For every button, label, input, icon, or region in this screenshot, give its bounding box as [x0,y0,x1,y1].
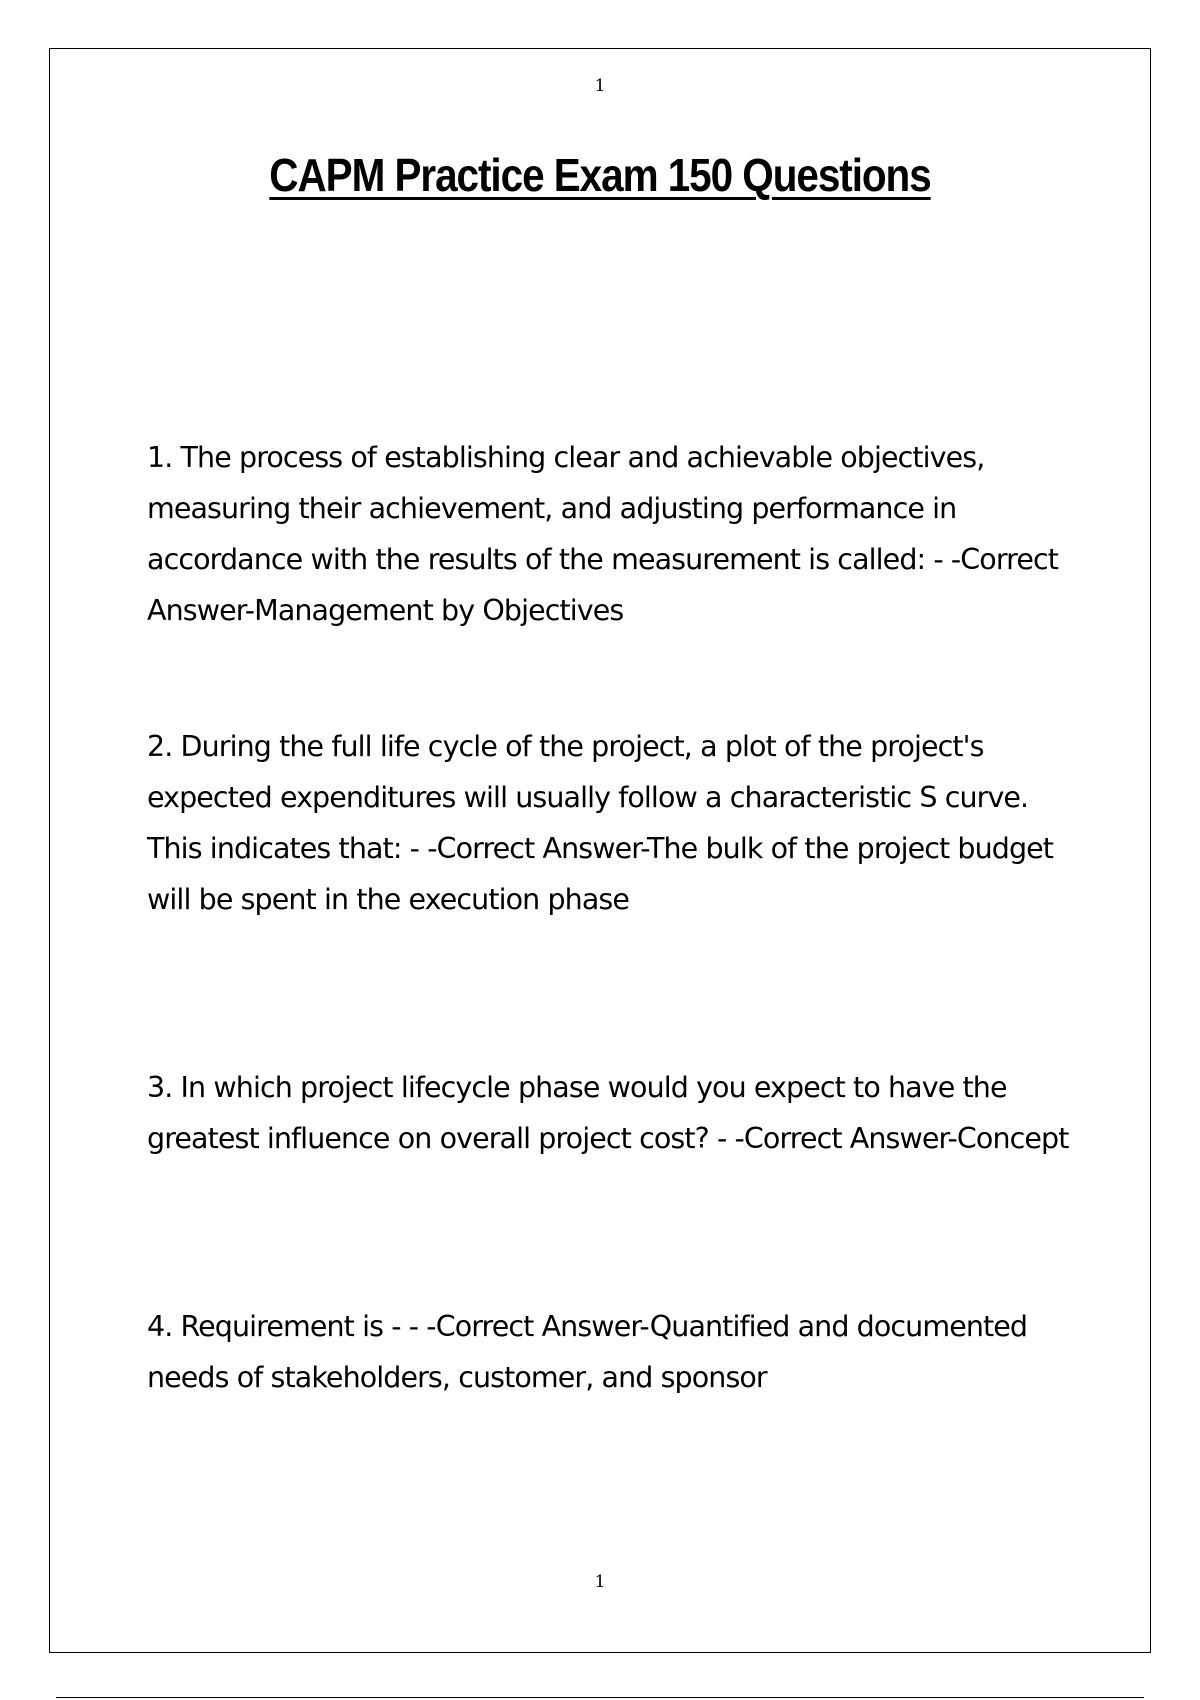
question-4: 4. Requirement is - - -Correct Answer-Quantified and documented needs of stakeholders, customer, and sponsor [147,1310,1028,1394]
page-title: CAPM Practice Exam 150 Questions [269,149,931,201]
question-2: 2. During the full life cycle of the project, a plot of the project's expected expenditures will usually follow a characteristic S curve. This indicates that: - -Correct Answer-The bulk of the project budget will be spent in the execution phase [147,730,1054,916]
question-3: 3. In which project lifecycle phase would you expect to have the greatest influence on overall project cost? - -Correct Answer-Concept [147,1071,1069,1155]
page-divider [56,1697,1144,1698]
page-number-top: 1 [594,76,606,96]
question-1: 1. The process of establishing clear and achievable objectives, measuring their achievement, and adjusting performance in accordance with the results of the measurement is called: - -Correct Answer-Management by Objectives [147,441,1059,627]
page-number-bottom: 1 [594,1572,606,1592]
